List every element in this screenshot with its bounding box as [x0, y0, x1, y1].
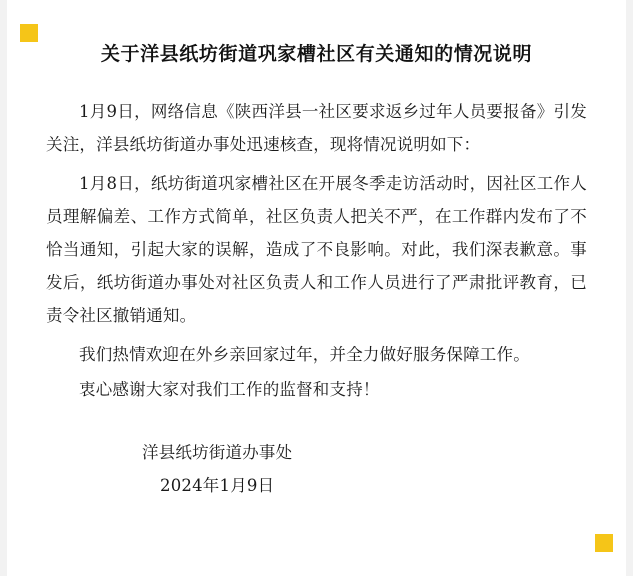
page-title: 关于洋县纸坊街道巩家槽社区有关通知的情况说明	[100, 43, 533, 65]
paragraph-1: 1月9日，网络信息《陕西洋县一社区要求返乡过年人员要报备》引发关注，洋县纸坊街道办事处迅速核查，现将情况说明如下：	[46, 101, 587, 154]
yellow-square-icon-top-left	[20, 24, 38, 42]
paragraph-3: 我们热情欢迎在外乡亲回家过年，并全力做好服务保障工作。	[79, 344, 530, 364]
paragraph-4: 衷心感谢大家对我们工作的监督和支持！	[79, 379, 380, 399]
left-margin-rail	[0, 0, 7, 576]
right-margin-rail	[626, 0, 633, 576]
document-content	[46, 40, 587, 502]
paragraph-2: 1月8日，纸坊街道巩家槽社区在开展冬季走访活动时，因社区工作人员理解偏差、工作方式简单，社区负责人把关不严，在工作群内发布了不恰当通知，引起大家的误解，造成了不良影响。对此，我们深表歉意。事发后，纸坊街道办事处对社区负责人和工作人员进行了严肃批评教育，已责令社区撤销通知。	[46, 173, 587, 325]
signature-block	[46, 436, 587, 502]
yellow-square-icon-bottom-right	[595, 534, 613, 552]
signature-issuer: 洋县纸坊街道办事处	[142, 442, 293, 462]
signature-date: 2024年1月9日	[160, 475, 275, 495]
